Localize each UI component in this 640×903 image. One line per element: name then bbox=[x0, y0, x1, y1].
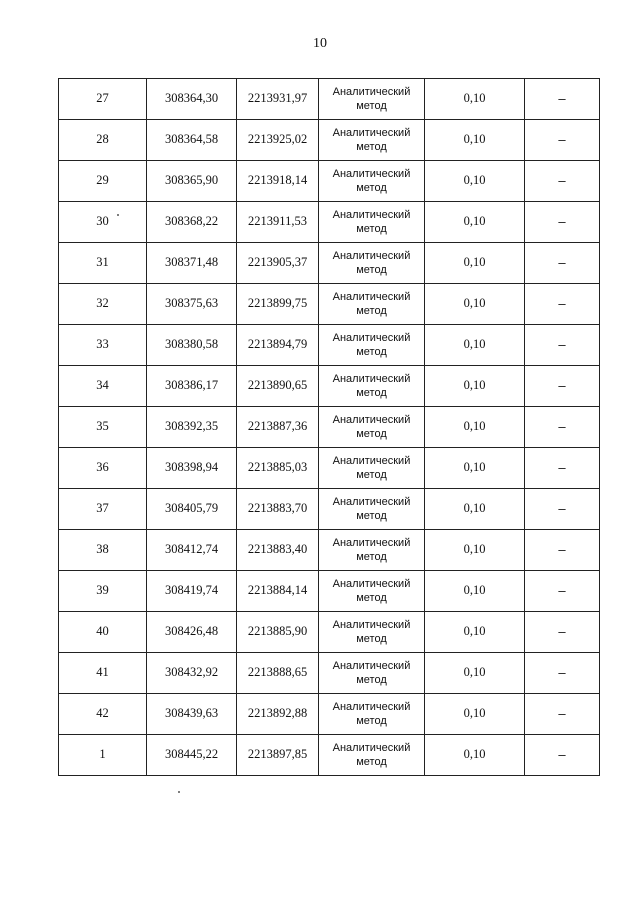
y-coordinate-cell: 2213887,36 bbox=[237, 407, 319, 448]
accuracy-cell: 0,10 bbox=[425, 694, 525, 735]
method-label-line2: метод bbox=[356, 510, 387, 522]
note-cell: – bbox=[525, 366, 600, 407]
table-row bbox=[59, 448, 600, 489]
method-cell bbox=[319, 243, 425, 284]
x-coordinate-cell: 308405,79 bbox=[147, 489, 237, 530]
method-label-line1: Аналитический bbox=[332, 577, 411, 590]
x-coordinate-cell: 308375,63 bbox=[147, 284, 237, 325]
x-coordinate-cell: 308365,90 bbox=[147, 161, 237, 202]
x-coordinate-cell: 308398,94 bbox=[147, 448, 237, 489]
note-cell: – bbox=[525, 653, 600, 694]
point-number-cell: 28 bbox=[59, 120, 147, 161]
note-cell: – bbox=[525, 735, 600, 776]
y-coordinate-cell: 2213925,02 bbox=[237, 120, 319, 161]
method-cell bbox=[319, 120, 425, 161]
x-coordinate-cell: 308364,30 bbox=[147, 79, 237, 120]
point-number-cell: 30 bbox=[59, 202, 147, 243]
accuracy-cell: 0,10 bbox=[425, 325, 525, 366]
method-cell bbox=[319, 694, 425, 735]
method-label-line1: Аналитический bbox=[332, 454, 411, 467]
note-cell: – bbox=[525, 571, 600, 612]
method-label-line2: метод bbox=[356, 551, 387, 563]
method-cell bbox=[319, 571, 425, 612]
y-coordinate-cell: 2213894,79 bbox=[237, 325, 319, 366]
scan-speck bbox=[117, 214, 119, 216]
method-label-line1: Аналитический bbox=[332, 208, 411, 221]
point-number-cell: 41 bbox=[59, 653, 147, 694]
table-row bbox=[59, 161, 600, 202]
y-coordinate-cell: 2213888,65 bbox=[237, 653, 319, 694]
method-label-line1: Аналитический bbox=[332, 126, 411, 139]
y-coordinate-cell: 2213899,75 bbox=[237, 284, 319, 325]
note-cell: – bbox=[525, 530, 600, 571]
point-number-cell: 38 bbox=[59, 530, 147, 571]
method-label-line2: метод bbox=[356, 715, 387, 727]
x-coordinate-cell: 308371,48 bbox=[147, 243, 237, 284]
note-cell: – bbox=[525, 448, 600, 489]
scan-speck bbox=[178, 791, 180, 793]
method-label-line1: Аналитический bbox=[332, 167, 411, 180]
x-coordinate-cell: 308426,48 bbox=[147, 612, 237, 653]
table-row bbox=[59, 243, 600, 284]
note-cell: – bbox=[525, 79, 600, 120]
table-row bbox=[59, 325, 600, 366]
point-number-cell: 34 bbox=[59, 366, 147, 407]
accuracy-cell: 0,10 bbox=[425, 407, 525, 448]
method-label-line2: метод bbox=[356, 305, 387, 317]
method-cell bbox=[319, 612, 425, 653]
table-row bbox=[59, 735, 600, 776]
method-cell bbox=[319, 325, 425, 366]
method-cell bbox=[319, 161, 425, 202]
method-cell bbox=[319, 79, 425, 120]
method-label-line1: Аналитический bbox=[332, 700, 411, 713]
method-cell bbox=[319, 489, 425, 530]
x-coordinate-cell: 308380,58 bbox=[147, 325, 237, 366]
note-cell: – bbox=[525, 284, 600, 325]
point-number-cell: 35 bbox=[59, 407, 147, 448]
method-cell bbox=[319, 653, 425, 694]
method-label-line1: Аналитический bbox=[332, 659, 411, 672]
method-label-line1: Аналитический bbox=[332, 331, 411, 344]
point-number-cell: 32 bbox=[59, 284, 147, 325]
table-row bbox=[59, 653, 600, 694]
x-coordinate-cell: 308412,74 bbox=[147, 530, 237, 571]
accuracy-cell: 0,10 bbox=[425, 202, 525, 243]
method-label-line1: Аналитический bbox=[332, 413, 411, 426]
table-row bbox=[59, 694, 600, 735]
coordinates-table-body bbox=[59, 79, 600, 776]
method-label-line2: метод bbox=[356, 346, 387, 358]
table-row bbox=[59, 612, 600, 653]
note-cell: – bbox=[525, 161, 600, 202]
y-coordinate-cell: 2213883,70 bbox=[237, 489, 319, 530]
x-coordinate-cell: 308368,22 bbox=[147, 202, 237, 243]
note-cell: – bbox=[525, 489, 600, 530]
method-label-line1: Аналитический bbox=[332, 249, 411, 262]
accuracy-cell: 0,10 bbox=[425, 161, 525, 202]
y-coordinate-cell: 2213883,40 bbox=[237, 530, 319, 571]
y-coordinate-cell: 2213911,53 bbox=[237, 202, 319, 243]
point-number-cell: 39 bbox=[59, 571, 147, 612]
table-row bbox=[59, 202, 600, 243]
note-cell: – bbox=[525, 120, 600, 161]
note-cell: – bbox=[525, 407, 600, 448]
accuracy-cell: 0,10 bbox=[425, 120, 525, 161]
note-cell: – bbox=[525, 325, 600, 366]
x-coordinate-cell: 308386,17 bbox=[147, 366, 237, 407]
method-label-line1: Аналитический bbox=[332, 495, 411, 508]
method-label-line2: метод bbox=[356, 141, 387, 153]
coordinates-table bbox=[58, 78, 600, 776]
note-cell: – bbox=[525, 202, 600, 243]
accuracy-cell: 0,10 bbox=[425, 653, 525, 694]
method-label-line2: метод bbox=[356, 674, 387, 686]
method-cell bbox=[319, 407, 425, 448]
method-label-line2: метод bbox=[356, 592, 387, 604]
x-coordinate-cell: 308364,58 bbox=[147, 120, 237, 161]
table-row bbox=[59, 284, 600, 325]
y-coordinate-cell: 2213892,88 bbox=[237, 694, 319, 735]
method-label-line2: метод bbox=[356, 100, 387, 112]
accuracy-cell: 0,10 bbox=[425, 243, 525, 284]
x-coordinate-cell: 308445,22 bbox=[147, 735, 237, 776]
accuracy-cell: 0,10 bbox=[425, 571, 525, 612]
table-row bbox=[59, 571, 600, 612]
y-coordinate-cell: 2213897,85 bbox=[237, 735, 319, 776]
accuracy-cell: 0,10 bbox=[425, 612, 525, 653]
point-number-cell: 33 bbox=[59, 325, 147, 366]
accuracy-cell: 0,10 bbox=[425, 489, 525, 530]
y-coordinate-cell: 2213884,14 bbox=[237, 571, 319, 612]
note-cell: – bbox=[525, 694, 600, 735]
point-number-cell: 36 bbox=[59, 448, 147, 489]
method-label-line2: метод bbox=[356, 633, 387, 645]
table-row bbox=[59, 407, 600, 448]
accuracy-cell: 0,10 bbox=[425, 366, 525, 407]
method-cell bbox=[319, 202, 425, 243]
method-label-line1: Аналитический bbox=[332, 372, 411, 385]
accuracy-cell: 0,10 bbox=[425, 284, 525, 325]
y-coordinate-cell: 2213890,65 bbox=[237, 366, 319, 407]
method-cell bbox=[319, 735, 425, 776]
x-coordinate-cell: 308392,35 bbox=[147, 407, 237, 448]
method-label-line1: Аналитический bbox=[332, 536, 411, 549]
y-coordinate-cell: 2213918,14 bbox=[237, 161, 319, 202]
note-cell: – bbox=[525, 612, 600, 653]
point-number-cell: 31 bbox=[59, 243, 147, 284]
table-row bbox=[59, 489, 600, 530]
method-label-line1: Аналитический bbox=[332, 85, 411, 98]
point-number-cell: 27 bbox=[59, 79, 147, 120]
method-cell bbox=[319, 448, 425, 489]
method-label-line2: метод bbox=[356, 223, 387, 235]
method-label-line2: метод bbox=[356, 469, 387, 481]
table-row bbox=[59, 366, 600, 407]
point-number-cell: 29 bbox=[59, 161, 147, 202]
method-cell bbox=[319, 366, 425, 407]
y-coordinate-cell: 2213885,90 bbox=[237, 612, 319, 653]
x-coordinate-cell: 308432,92 bbox=[147, 653, 237, 694]
point-number-cell: 1 bbox=[59, 735, 147, 776]
method-cell bbox=[319, 284, 425, 325]
note-cell: – bbox=[525, 243, 600, 284]
table-row bbox=[59, 120, 600, 161]
x-coordinate-cell: 308439,63 bbox=[147, 694, 237, 735]
method-label-line2: метод bbox=[356, 182, 387, 194]
point-number-cell: 37 bbox=[59, 489, 147, 530]
accuracy-cell: 0,10 bbox=[425, 735, 525, 776]
method-cell bbox=[319, 530, 425, 571]
y-coordinate-cell: 2213931,97 bbox=[237, 79, 319, 120]
y-coordinate-cell: 2213885,03 bbox=[237, 448, 319, 489]
method-label-line2: метод bbox=[356, 264, 387, 276]
method-label-line2: метод bbox=[356, 387, 387, 399]
method-label-line1: Аналитический bbox=[332, 618, 411, 631]
accuracy-cell: 0,10 bbox=[425, 79, 525, 120]
y-coordinate-cell: 2213905,37 bbox=[237, 243, 319, 284]
point-number-cell: 42 bbox=[59, 694, 147, 735]
method-label-line1: Аналитический bbox=[332, 290, 411, 303]
accuracy-cell: 0,10 bbox=[425, 530, 525, 571]
page-number: 10 bbox=[313, 36, 327, 51]
method-label-line1: Аналитический bbox=[332, 741, 411, 754]
table-row bbox=[59, 79, 600, 120]
table-row bbox=[59, 530, 600, 571]
method-label-line2: метод bbox=[356, 756, 387, 768]
x-coordinate-cell: 308419,74 bbox=[147, 571, 237, 612]
accuracy-cell: 0,10 bbox=[425, 448, 525, 489]
point-number-cell: 40 bbox=[59, 612, 147, 653]
method-label-line2: метод bbox=[356, 428, 387, 440]
